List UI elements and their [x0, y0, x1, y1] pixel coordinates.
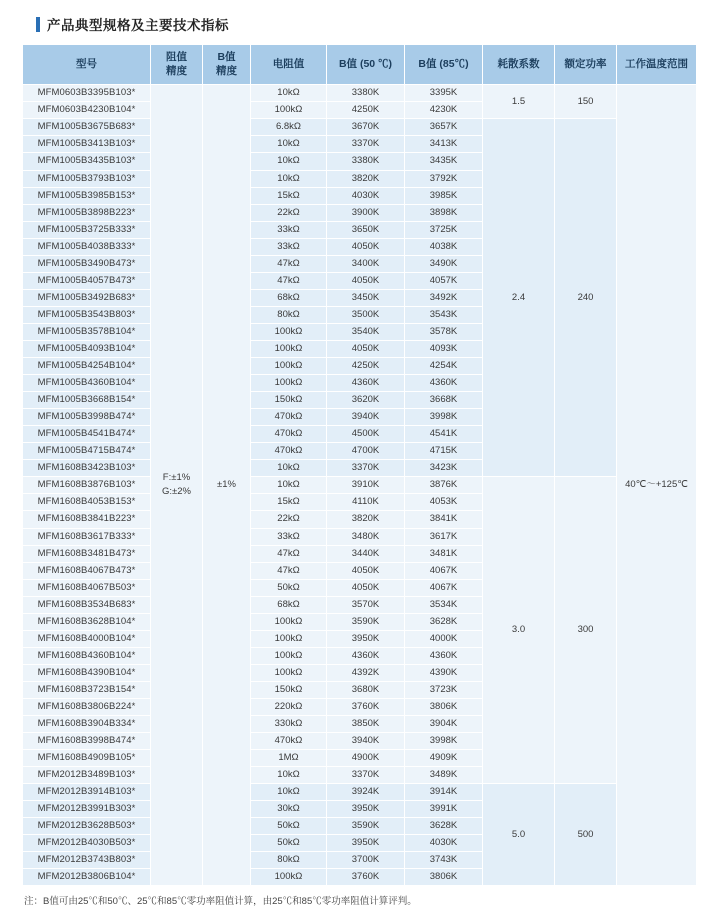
header-power: 额定功率: [555, 45, 617, 85]
cell-resistance: 470kΩ: [251, 426, 327, 443]
cell-b85: 3806K: [405, 698, 483, 715]
cell-resistance: 47kΩ: [251, 562, 327, 579]
cell-resistance: 100kΩ: [251, 869, 327, 886]
cell-b85: 4360K: [405, 375, 483, 392]
cell-b85: 4909K: [405, 750, 483, 767]
cell-b50: 3820K: [327, 511, 405, 528]
cell-model: MFM0603B4230B104*: [23, 102, 151, 119]
cell-resistance: 10kΩ: [251, 85, 327, 102]
cell-b85: 4067K: [405, 562, 483, 579]
table-row: [23, 477, 697, 494]
cell-b50: 4050K: [327, 579, 405, 596]
cell-b85: 3806K: [405, 869, 483, 886]
cell-model: MFM1005B4715B474*: [23, 443, 151, 460]
cell-model: MFM1005B3675B683*: [23, 119, 151, 136]
cell-b50: 3620K: [327, 392, 405, 409]
cell-b50: 4360K: [327, 647, 405, 664]
cell-resistance: 220kΩ: [251, 698, 327, 715]
cell-resistance: 15kΩ: [251, 187, 327, 204]
header-resistance-tolerance: [151, 45, 203, 85]
cell-b50: 3380K: [327, 85, 405, 102]
cell-b50: 3380K: [327, 153, 405, 170]
cell-resistance: 100kΩ: [251, 323, 327, 340]
cell-resistance: 470kΩ: [251, 733, 327, 750]
cell-b50: 3950K: [327, 835, 405, 852]
cell-model: MFM2012B3743B803*: [23, 852, 151, 869]
cell-model: MFM1608B4067B503*: [23, 579, 151, 596]
cell-resistance: 15kΩ: [251, 494, 327, 511]
cell-resistance: 150kΩ: [251, 392, 327, 409]
cell-model: MFM1005B3578B104*: [23, 323, 151, 340]
cell-model: MFM1608B3876B103*: [23, 477, 151, 494]
table-row: [23, 85, 697, 102]
cell-b50: 3910K: [327, 477, 405, 494]
cell-resistance: 50kΩ: [251, 835, 327, 852]
cell-b50: 3700K: [327, 852, 405, 869]
cell-model: MFM1005B4057B473*: [23, 272, 151, 289]
cell-model: MFM1005B3898B223*: [23, 204, 151, 221]
cell-b50: 3900K: [327, 204, 405, 221]
cell-resistance: 80kΩ: [251, 852, 327, 869]
cell-dissipation: 1.5: [483, 85, 555, 119]
header-resistance: 电阻值: [251, 45, 327, 85]
cell-b85: 3628K: [405, 613, 483, 630]
cell-b85: 3668K: [405, 392, 483, 409]
cell-b50: 3760K: [327, 698, 405, 715]
cell-model: MFM0603B3395B103*: [23, 85, 151, 102]
cell-resistance: 30kΩ: [251, 801, 327, 818]
cell-model: MFM1608B4390B104*: [23, 664, 151, 681]
cell-model: MFM1608B3617B333*: [23, 528, 151, 545]
cell-b85: 3395K: [405, 85, 483, 102]
cell-resistance: 10kΩ: [251, 136, 327, 153]
cell-resistance: 47kΩ: [251, 545, 327, 562]
cell-resistance: 22kΩ: [251, 204, 327, 221]
cell-model: MFM1608B3998B474*: [23, 733, 151, 750]
cell-resistance: 10kΩ: [251, 477, 327, 494]
cell-resistance: 22kΩ: [251, 511, 327, 528]
cell-resistance: 50kΩ: [251, 818, 327, 835]
specification-table: [22, 44, 697, 886]
cell-b50: 3370K: [327, 460, 405, 477]
cell-b85: 3904K: [405, 716, 483, 733]
cell-model: MFM1608B3723B154*: [23, 681, 151, 698]
cell-power: 300: [555, 477, 617, 784]
cell-b85: 3435K: [405, 153, 483, 170]
cell-b50: 3590K: [327, 613, 405, 630]
cell-b85: 3617K: [405, 528, 483, 545]
cell-b50: 3670K: [327, 119, 405, 136]
cell-model: MFM1005B3413B103*: [23, 136, 151, 153]
cell-resistance: 68kΩ: [251, 596, 327, 613]
cell-b50: 3760K: [327, 869, 405, 886]
cell-model: MFM1608B3841B223*: [23, 511, 151, 528]
cell-b85: 4067K: [405, 579, 483, 596]
cell-model: MFM2012B3628B503*: [23, 818, 151, 835]
cell-model: MFM1005B3668B154*: [23, 392, 151, 409]
cell-model: MFM1608B3904B334*: [23, 716, 151, 733]
cell-b85: 3423K: [405, 460, 483, 477]
cell-resistance: 6.8kΩ: [251, 119, 327, 136]
cell-resistance: 100kΩ: [251, 630, 327, 647]
cell-resistance: 10kΩ: [251, 460, 327, 477]
cell-model: MFM1005B4254B104*: [23, 358, 151, 375]
cell-resistance: 10kΩ: [251, 170, 327, 187]
cell-b50: 3680K: [327, 681, 405, 698]
cell-b85: 3841K: [405, 511, 483, 528]
cell-b50: 3820K: [327, 170, 405, 187]
cell-b50: 4360K: [327, 375, 405, 392]
cell-b50: 3950K: [327, 801, 405, 818]
cell-resistance: 100kΩ: [251, 647, 327, 664]
cell-resistance: 10kΩ: [251, 153, 327, 170]
cell-temp-range: 40℃～+125℃: [617, 85, 697, 886]
cell-model: MFM2012B3806B104*: [23, 869, 151, 886]
cell-b85: 3492K: [405, 289, 483, 306]
table-note: 注：B值可由25℃和50℃、25℃和85℃零功率阻值计算，由25℃和85℃零功率阻值计算评判。: [24, 896, 417, 908]
header-resistance-tolerance-text: 阻值 精度: [166, 51, 187, 77]
cell-b85: 3723K: [405, 681, 483, 698]
cell-b50: 3850K: [327, 716, 405, 733]
cell-model: MFM1005B3985B153*: [23, 187, 151, 204]
cell-model: MFM1608B3806B224*: [23, 698, 151, 715]
cell-b85: 3489K: [405, 767, 483, 784]
cell-b85: 4053K: [405, 494, 483, 511]
cell-b85: 4715K: [405, 443, 483, 460]
cell-power: 150: [555, 85, 617, 119]
cell-resistance: 470kΩ: [251, 409, 327, 426]
cell-b50: 4050K: [327, 562, 405, 579]
cell-model: MFM1005B4093B104*: [23, 340, 151, 357]
cell-resistance: 100kΩ: [251, 664, 327, 681]
cell-model: MFM1005B4360B104*: [23, 375, 151, 392]
cell-b85: 3792K: [405, 170, 483, 187]
cell-resistance: 150kΩ: [251, 681, 327, 698]
cell-b85: 3543K: [405, 306, 483, 323]
cell-b85: 4541K: [405, 426, 483, 443]
cell-model: MFM2012B3489B103*: [23, 767, 151, 784]
cell-dissipation: 2.4: [483, 119, 555, 477]
cell-b85: 3998K: [405, 409, 483, 426]
cell-b85: 3628K: [405, 818, 483, 835]
cell-b85: 3898K: [405, 204, 483, 221]
cell-resistance: 33kΩ: [251, 238, 327, 255]
cell-b85: 3413K: [405, 136, 483, 153]
cell-b50: 4050K: [327, 340, 405, 357]
cell-b85: 4030K: [405, 835, 483, 852]
table-header-row: [23, 45, 697, 85]
table-row: [23, 784, 697, 801]
cell-b85: 3481K: [405, 545, 483, 562]
cell-model: MFM2012B4030B503*: [23, 835, 151, 852]
cell-b50: 3400K: [327, 255, 405, 272]
cell-b50: 3480K: [327, 528, 405, 545]
cell-b50: 3570K: [327, 596, 405, 613]
cell-resistance: 80kΩ: [251, 306, 327, 323]
cell-b85: 4254K: [405, 358, 483, 375]
cell-model: MFM1608B4053B153*: [23, 494, 151, 511]
cell-b85: 3914K: [405, 784, 483, 801]
cell-b50: 3590K: [327, 818, 405, 835]
cell-b85: 4038K: [405, 238, 483, 255]
cell-model: MFM1608B4000B104*: [23, 630, 151, 647]
cell-b50: 3370K: [327, 767, 405, 784]
cell-power: 240: [555, 119, 617, 477]
cell-dissipation: 5.0: [483, 784, 555, 886]
cell-b50: 4110K: [327, 494, 405, 511]
header-b85: B值 (85℃): [405, 45, 483, 85]
cell-model: MFM1005B3492B683*: [23, 289, 151, 306]
page-title: 产品典型规格及主要技术指标: [47, 18, 229, 33]
cell-b50: 4030K: [327, 187, 405, 204]
cell-resistance: 100kΩ: [251, 613, 327, 630]
cell-b50: 4500K: [327, 426, 405, 443]
cell-b50: 3650K: [327, 221, 405, 238]
cell-b50: 4900K: [327, 750, 405, 767]
cell-resistance: 47kΩ: [251, 272, 327, 289]
cell-resistance: 100kΩ: [251, 358, 327, 375]
cell-b85: 3534K: [405, 596, 483, 613]
cell-b85: 4093K: [405, 340, 483, 357]
header-dissipation: 耗散系数: [483, 45, 555, 85]
header-b50: B值 (50 ℃): [327, 45, 405, 85]
cell-b85: 3991K: [405, 801, 483, 818]
cell-model: MFM2012B3914B103*: [23, 784, 151, 801]
cell-resistance: 33kΩ: [251, 528, 327, 545]
cell-model: MFM2012B3991B303*: [23, 801, 151, 818]
cell-resistance: 470kΩ: [251, 443, 327, 460]
cell-resistance: 1MΩ: [251, 750, 327, 767]
cell-model: MFM1005B4541B474*: [23, 426, 151, 443]
cell-b50: 3370K: [327, 136, 405, 153]
table-row: [23, 119, 697, 136]
table-body: [23, 85, 697, 886]
cell-dissipation: 3.0: [483, 477, 555, 784]
cell-resistance: 330kΩ: [251, 716, 327, 733]
cell-b50: 3940K: [327, 733, 405, 750]
cell-resistance: 47kΩ: [251, 255, 327, 272]
cell-model: MFM1608B3423B103*: [23, 460, 151, 477]
title-accent-bar: [36, 17, 40, 32]
cell-b85: 4057K: [405, 272, 483, 289]
cell-model: MFM1005B3725B333*: [23, 221, 151, 238]
cell-power: 500: [555, 784, 617, 886]
cell-resistance: 10kΩ: [251, 767, 327, 784]
header-b-tolerance-text: B值 精度: [216, 51, 237, 77]
cell-resistance-tolerance: F:±1% G:±2%: [151, 85, 203, 886]
cell-model: MFM1005B3998B474*: [23, 409, 151, 426]
cell-model: MFM1005B3543B803*: [23, 306, 151, 323]
cell-b50: 4392K: [327, 664, 405, 681]
cell-model: MFM1005B3793B103*: [23, 170, 151, 187]
cell-model: MFM1005B3490B473*: [23, 255, 151, 272]
cell-b85: 3743K: [405, 852, 483, 869]
cell-b-tolerance: ±1%: [203, 85, 251, 886]
cell-model: MFM1005B4038B333*: [23, 238, 151, 255]
cell-b50: 4050K: [327, 238, 405, 255]
cell-b85: 3876K: [405, 477, 483, 494]
cell-b85: 3490K: [405, 255, 483, 272]
cell-model: MFM1608B3534B683*: [23, 596, 151, 613]
cell-resistance: 68kΩ: [251, 289, 327, 306]
header-model: 型号: [23, 45, 151, 85]
cell-b50: 3940K: [327, 409, 405, 426]
cell-b50: 4050K: [327, 272, 405, 289]
cell-model: MFM1608B4909B105*: [23, 750, 151, 767]
cell-model: MFM1608B4360B104*: [23, 647, 151, 664]
cell-b85: 3998K: [405, 733, 483, 750]
cell-model: MFM1005B3435B103*: [23, 153, 151, 170]
cell-b85: 3725K: [405, 221, 483, 238]
cell-b85: 4000K: [405, 630, 483, 647]
cell-b50: 3950K: [327, 630, 405, 647]
cell-model: MFM1608B3481B473*: [23, 545, 151, 562]
cell-b50: 3440K: [327, 545, 405, 562]
cell-b50: 4700K: [327, 443, 405, 460]
cell-resistance: 100kΩ: [251, 102, 327, 119]
cell-b50: 3450K: [327, 289, 405, 306]
cell-b85: 3657K: [405, 119, 483, 136]
cell-resistance: 100kΩ: [251, 340, 327, 357]
cell-b85: 3985K: [405, 187, 483, 204]
cell-resistance: 10kΩ: [251, 784, 327, 801]
cell-b50: 3500K: [327, 306, 405, 323]
header-b-tolerance: [203, 45, 251, 85]
cell-model: MFM1608B4067B473*: [23, 562, 151, 579]
cell-b85: 4230K: [405, 102, 483, 119]
cell-resistance: 100kΩ: [251, 375, 327, 392]
page-title-row: [36, 14, 696, 34]
cell-model: MFM1608B3628B104*: [23, 613, 151, 630]
cell-b50: 4250K: [327, 102, 405, 119]
cell-resistance: 50kΩ: [251, 579, 327, 596]
cell-b50: 4250K: [327, 358, 405, 375]
header-temp-range: 工作温度范围: [617, 45, 697, 85]
cell-resistance: 33kΩ: [251, 221, 327, 238]
cell-b50: 3540K: [327, 323, 405, 340]
cell-b85: 4390K: [405, 664, 483, 681]
cell-b85: 4360K: [405, 647, 483, 664]
cell-b50: 3924K: [327, 784, 405, 801]
cell-b85: 3578K: [405, 323, 483, 340]
